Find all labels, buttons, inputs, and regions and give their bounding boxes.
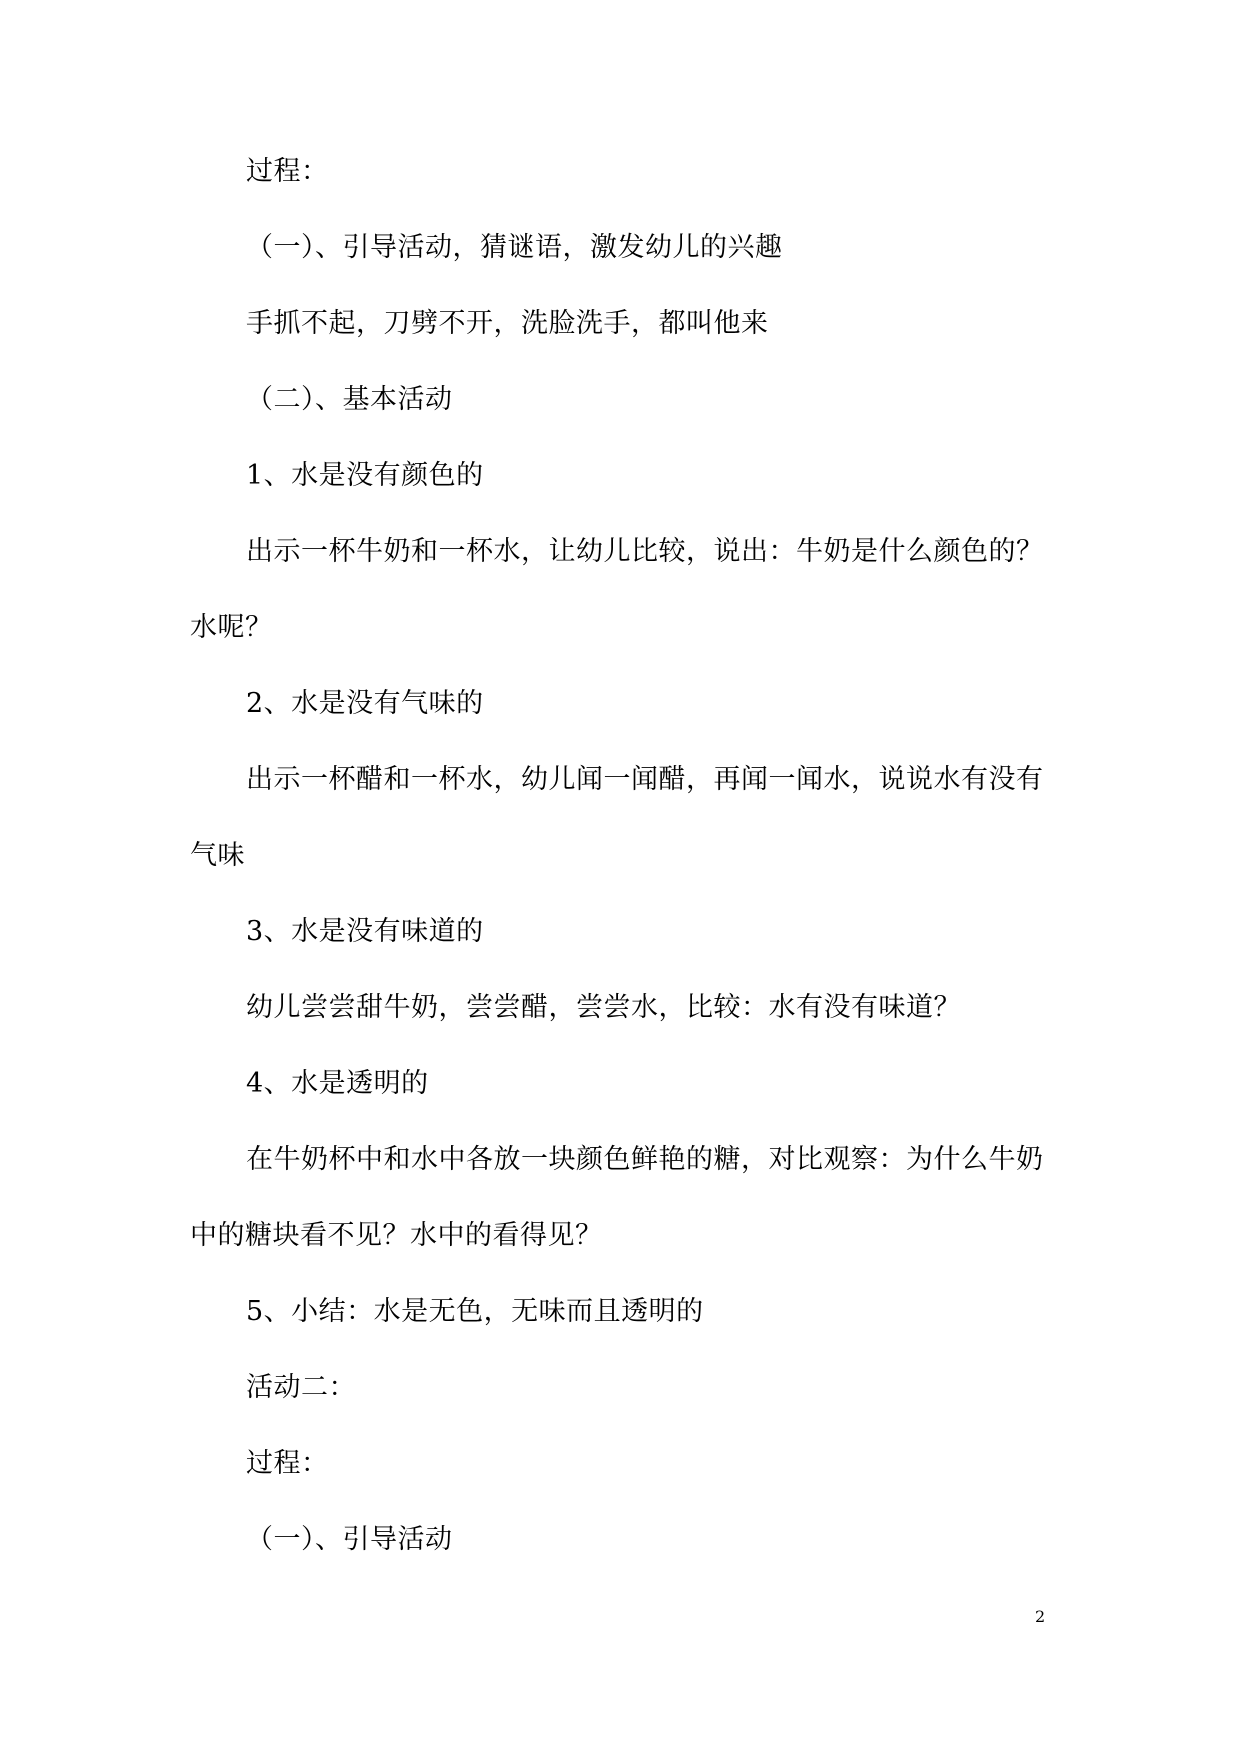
paragraph-item-5-summary: 5、小结：水是无色，无味而且透明的 <box>246 1296 704 1327</box>
paragraph-activity-two: 活动二： <box>246 1372 356 1403</box>
paragraph-item-3: 3、水是没有味道的 <box>246 916 484 947</box>
paragraph-riddle: 手抓不起，刀劈不开，洗脸洗手，都叫他来 <box>246 308 769 339</box>
paragraph-item-4-detail: 在牛奶杯中和水中各放一块颜色鲜艳的糖，对比观察：为什么牛奶中的糖块看不见？水中的看得见？ <box>190 1144 1044 1251</box>
paragraph-section-one-intro-2: （一）、引导活动 <box>246 1524 453 1555</box>
paragraph-item-1-detail: 出示一杯牛奶和一杯水，让幼儿比较，说出：牛奶是什么颜色的？水呢？ <box>190 536 1044 643</box>
paragraph-process-heading-2: 过程： <box>246 1448 329 1479</box>
paragraph-item-4: 4、水是透明的 <box>246 1068 429 1099</box>
paragraph-item-2: 2、水是没有气味的 <box>246 688 484 719</box>
paragraph-process-heading: 过程： <box>246 156 329 187</box>
paragraph-item-3-detail: 幼儿尝尝甜牛奶，尝尝醋，尝尝水，比较：水有没有味道？ <box>246 992 961 1023</box>
paragraph-item-2-detail: 出示一杯醋和一杯水，幼儿闻一闻醋，再闻一闻水，说说水有没有气味 <box>190 764 1044 871</box>
paragraph-item-1: 1、水是没有颜色的 <box>246 460 484 491</box>
page-number: 2 <box>1035 1607 1046 1626</box>
paragraph-section-one-intro: （一）、引导活动，猜谜语，激发幼儿的兴趣 <box>246 232 783 263</box>
paragraph-section-two-basic: （二）、基本活动 <box>246 384 453 415</box>
